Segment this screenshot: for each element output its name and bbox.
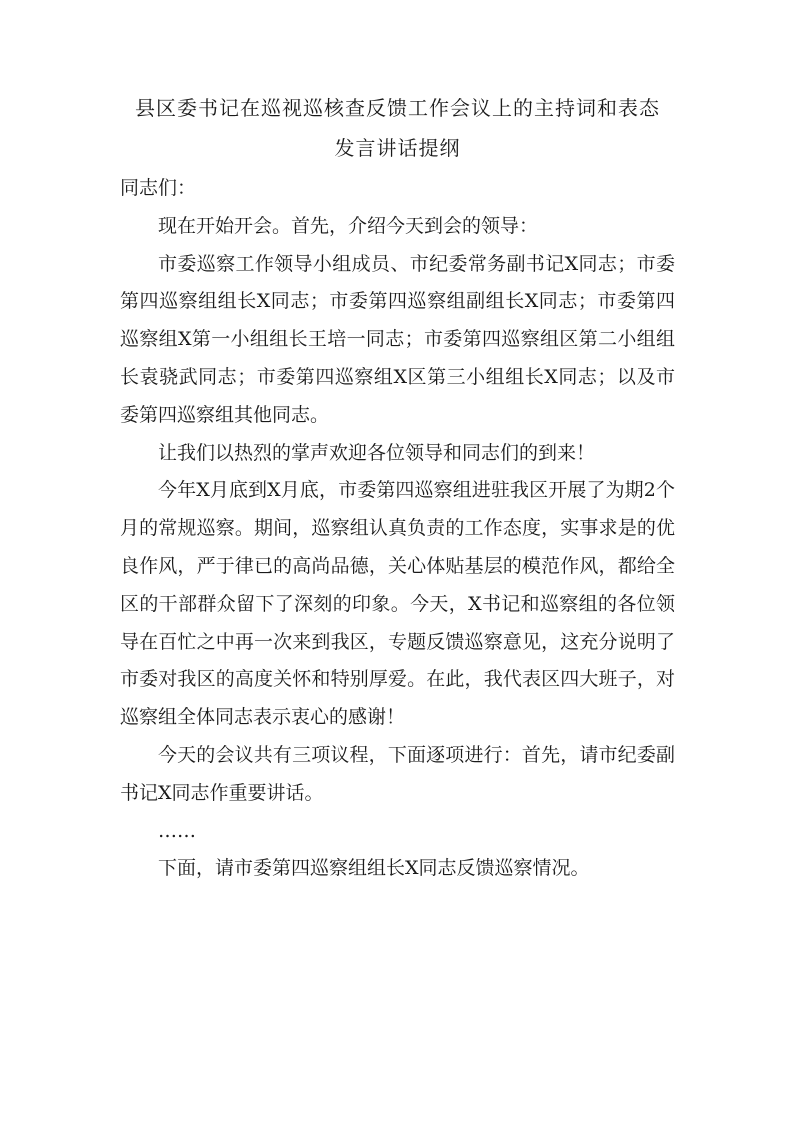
title-line-2: 发言讲话提纲 — [334, 136, 461, 160]
title-line-1: 县区委书记在巡视巡核查反馈工作会议上的主持词和表态 — [135, 96, 660, 120]
paragraph-leaders: 市委巡察工作领导小组成员、市纪委常务副书记X同志；市委第四巡察组组长X同志；市委第四巡察组副组长X同志；市委第四巡察组X第一小组组长王培一同志；市委第四巡察组区第二小组组长袁骁武同志；市委第四巡察组X区第三小组组长X同志；以及市委第四巡察组其他同志。 — [120, 252, 675, 426]
paragraph-ellipsis: …… — [158, 819, 196, 842]
paragraph-next: 下面，请市委第四巡察组组长X同志反馈巡察情况。 — [158, 857, 590, 880]
paragraph-agenda: 今天的会议共有三项议程，下面逐项进行：首先，请市纪委副书记X同志作重要讲话。 — [120, 743, 675, 804]
paragraph-welcome: 让我们以热烈的掌声欢迎各位领导和同志们的到来！ — [158, 441, 596, 464]
document-title — [120, 88, 675, 168]
paragraph-opening: 现在开始开会。首先，介绍今天到会的领导： — [158, 214, 539, 237]
paragraph-inspection: 今年X月底到X月底，市委第四巡察组进驻我区开展了为期2个月的常规巡察。期间，巡察组认真负责的工作态度，实事求是的优良作风，严于律已的高尚品德，关心体贴基层的模范作风，都给全区的干部群众留下了深刻的印象。今天，X书记和巡察组的各位领导在百忙之中再一次来到我区，专题反馈巡察意见，这充分说明了市委对我区的高度关怀和特别厚爱。在此，我代表区四大班子，对巡察组全体同志表示衷心的感谢！ — [120, 479, 675, 729]
salutation: 同志们： — [120, 177, 197, 199]
document-page — [120, 88, 675, 888]
